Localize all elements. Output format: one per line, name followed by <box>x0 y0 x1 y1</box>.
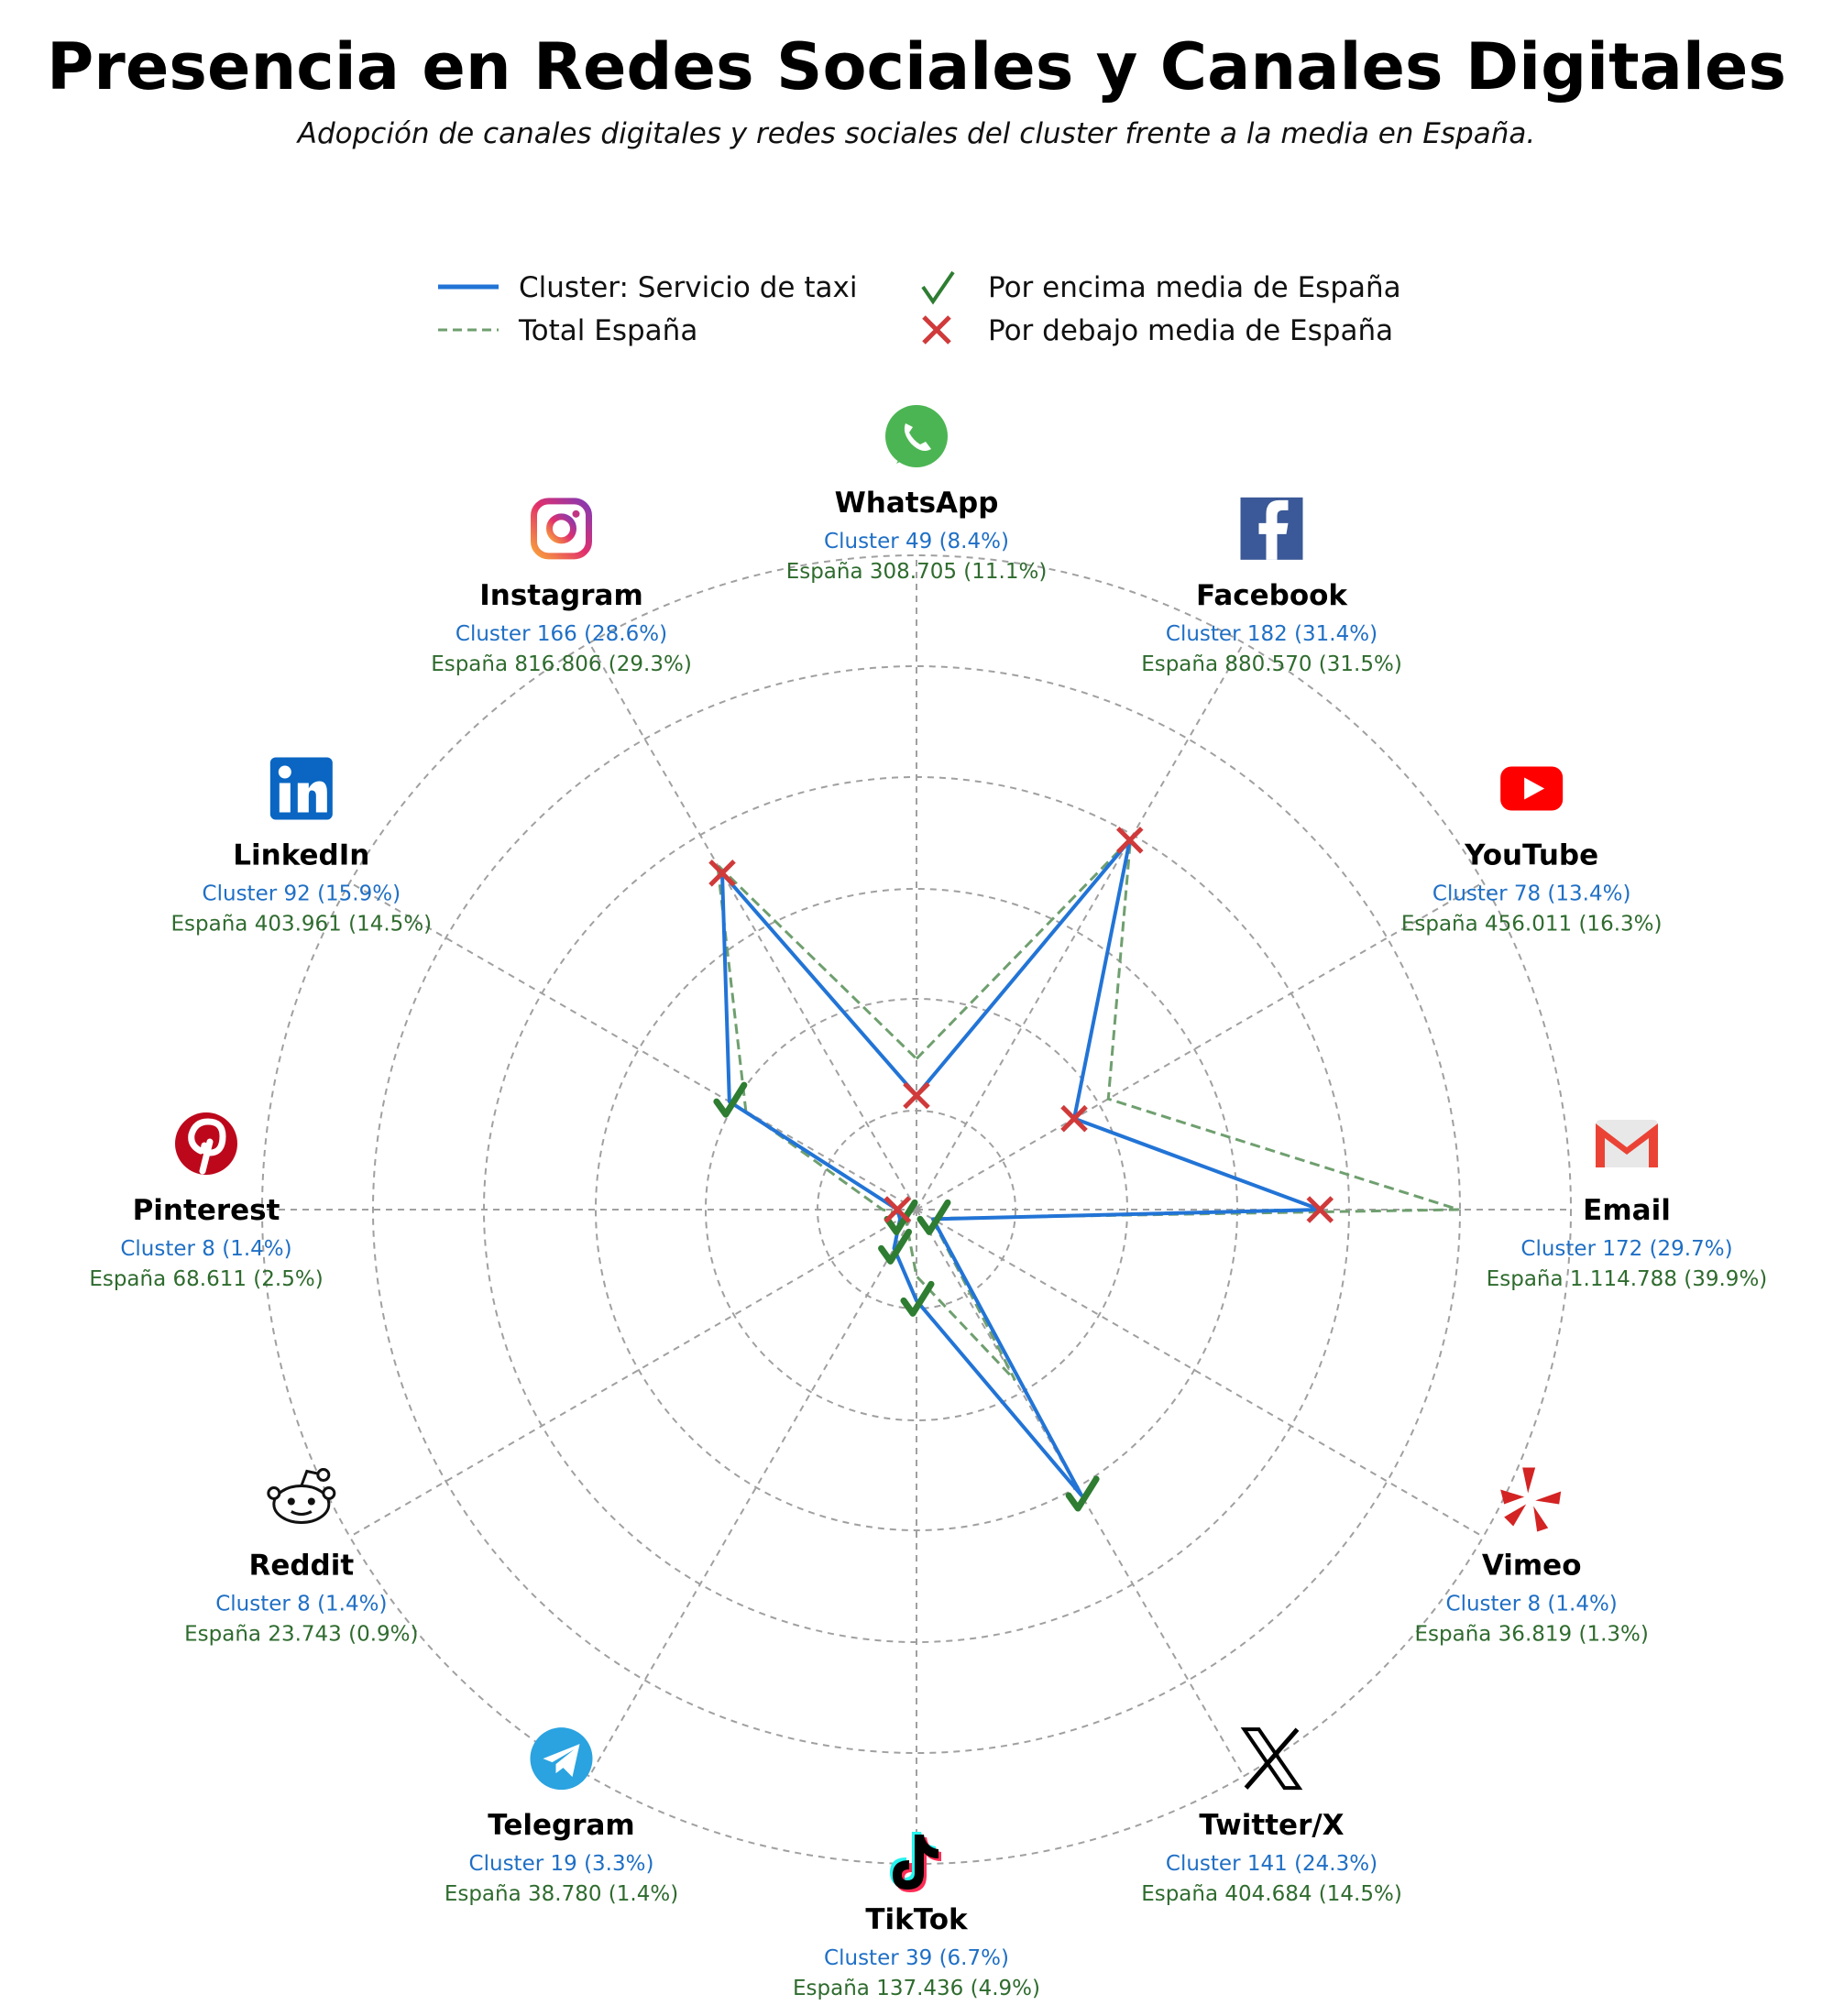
label-cluster-telegram: Cluster 19 (3.3%) <box>468 1852 654 1877</box>
gmail-body <box>1596 1120 1658 1167</box>
label-spain-pinterest: España 68.611 (2.5%) <box>89 1267 324 1291</box>
facebook-icon <box>1241 498 1303 560</box>
linkedin-i-dot <box>279 766 291 779</box>
yelp-icon <box>1500 1468 1561 1532</box>
label-spain-telegram: España 38.780 (1.4%) <box>444 1882 679 1907</box>
label-spain-youtube: España 456.011 (16.3%) <box>1400 912 1663 937</box>
reddit-ear-right <box>324 1488 335 1499</box>
instagram-flash <box>573 510 580 518</box>
instagram-frame <box>534 501 589 556</box>
whatsapp-bubble <box>885 405 948 467</box>
label-cluster-facebook: Cluster 182 (31.4%) <box>1165 621 1378 646</box>
radar-grid <box>262 555 1571 1864</box>
reddit-ear-left <box>269 1488 280 1499</box>
legend-check-icon <box>923 272 953 301</box>
label-name-reddit: Reddit <box>248 1549 355 1583</box>
label-cluster-pinterest: Cluster 8 (1.4%) <box>120 1237 292 1261</box>
label-spain-vimeo: España 36.819 (1.3%) <box>1414 1622 1649 1647</box>
reddit-eye-right <box>308 1498 315 1506</box>
yelp-petal-3 <box>1533 1507 1548 1532</box>
cluster-series-line <box>722 840 1320 1496</box>
label-spain-reddit: España 23.743 (0.9%) <box>184 1622 419 1647</box>
label-spain-facebook: España 880.570 (31.5%) <box>1141 652 1402 676</box>
telegram-circle <box>531 1727 593 1790</box>
legend-spain-label: Total España <box>519 314 698 347</box>
label-cluster-twitter-x: Cluster 141 (24.3%) <box>1165 1852 1378 1877</box>
tiktok-icon <box>890 1832 941 1892</box>
grid-spoke-linkedin <box>350 882 916 1210</box>
label-cluster-tiktok: Cluster 39 (6.7%) <box>824 1946 1009 1970</box>
reddit-icon <box>269 1470 335 1523</box>
legend-cluster-label: Cluster: Servicio de taxi <box>519 271 858 304</box>
label-spain-linkedin: España 403.961 (14.5%) <box>170 912 433 937</box>
pinterest-icon <box>175 1112 237 1175</box>
grid-spoke-vimeo <box>916 1210 1483 1537</box>
yelp-petal-1 <box>1522 1468 1535 1494</box>
label-cluster-vimeo: Cluster 8 (1.4%) <box>1445 1592 1618 1616</box>
label-spain-email: España 1.114.788 (39.9%) <box>1486 1267 1768 1291</box>
label-name-twitter-x: Twitter/X <box>1199 1809 1345 1843</box>
grid-spoke-reddit <box>350 1210 916 1537</box>
label-name-email: Email <box>1583 1194 1671 1227</box>
telegram-icon <box>531 1727 593 1790</box>
instagram-lens <box>550 517 574 541</box>
label-cluster-linkedin: Cluster 92 (15.9%) <box>202 882 401 906</box>
label-name-vimeo: Vimeo <box>1481 1549 1582 1583</box>
series-cluster <box>722 840 1320 1496</box>
instagram-icon <box>534 501 589 556</box>
grid-spoke-telegram <box>589 1210 916 1776</box>
yelp-petal-5 <box>1500 1490 1524 1505</box>
label-name-youtube: YouTube <box>1465 838 1599 872</box>
label-name-pinterest: Pinterest <box>132 1194 280 1227</box>
label-cluster-instagram: Cluster 166 (28.6%) <box>455 621 668 646</box>
category-labels <box>89 487 1767 2000</box>
legend-cross-icon <box>924 317 949 343</box>
legend-below-label: Por debajo media de España <box>988 314 1394 347</box>
chart-subtitle: Adopción de canales digitales y redes sociales del cluster frente a la media en España. <box>297 117 1536 150</box>
reddit-head <box>274 1486 329 1523</box>
label-name-tiktok: TikTok <box>865 1903 968 1936</box>
x-stroke-b <box>1246 1729 1298 1788</box>
linkedin-i-stem <box>280 783 291 813</box>
label-spain-tiktok: España 137.436 (4.9%) <box>793 1977 1040 2000</box>
spain-series-line <box>718 839 1459 1381</box>
label-cluster-email: Cluster 172 (29.7%) <box>1520 1237 1733 1261</box>
yelp-petal-4 <box>1504 1505 1526 1527</box>
label-spain-instagram: España 816.806 (29.3%) <box>431 652 692 676</box>
series-spain <box>718 839 1459 1381</box>
label-cluster-whatsapp: Cluster 49 (8.4%) <box>824 530 1009 553</box>
label-spain-twitter-x: España 404.684 (14.5%) <box>1141 1882 1402 1907</box>
label-name-telegram: Telegram <box>488 1809 635 1843</box>
label-cluster-youtube: Cluster 78 (13.4%) <box>1432 882 1631 906</box>
label-cluster-reddit: Cluster 8 (1.4%) <box>215 1592 388 1616</box>
label-name-instagram: Instagram <box>479 578 643 612</box>
label-spain-whatsapp: España 308.705 (11.1%) <box>785 560 1048 584</box>
grid-spoke-instagram <box>589 643 916 1210</box>
reddit-antenna-ball <box>318 1470 329 1481</box>
label-name-facebook: Facebook <box>1195 578 1348 612</box>
linkedin-icon <box>270 758 333 820</box>
gmail-icon <box>1596 1120 1658 1167</box>
whatsapp-icon <box>885 405 948 467</box>
label-name-whatsapp: WhatsApp <box>834 487 999 520</box>
reddit-eye-left <box>288 1498 295 1506</box>
yelp-petal-2 <box>1535 1492 1561 1505</box>
legend <box>438 271 1401 347</box>
x-icon <box>1245 1729 1300 1788</box>
label-name-linkedin: LinkedIn <box>233 838 370 872</box>
chart-title: Presencia en Redes Sociales y Canales Digitales <box>47 29 1786 104</box>
grid-spoke-youtube <box>916 882 1483 1210</box>
legend-above-label: Por encima media de España <box>988 271 1401 304</box>
youtube-icon <box>1500 767 1563 811</box>
